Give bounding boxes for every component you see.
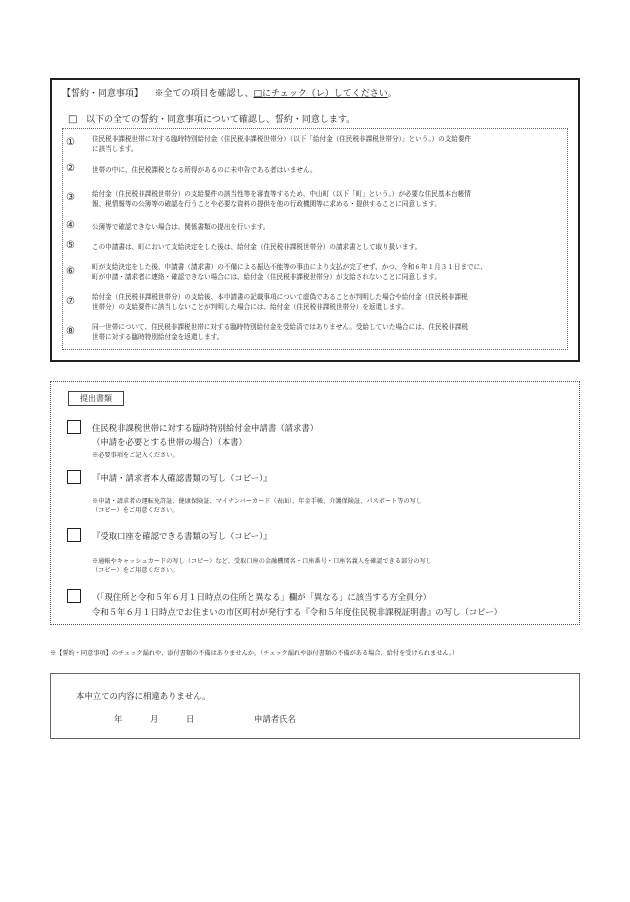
pledge-header-period: 。 <box>387 89 397 99</box>
doc1-note: ※必要事項をご記入ください。 <box>92 452 179 459</box>
doc3-title: 『受取口座を確認できる書類の写し（コピー）』 <box>92 531 272 541</box>
pledge-header-instruction-underlined: □にチェック（レ）してください <box>253 89 388 99</box>
doc1-checkbox[interactable] <box>67 420 81 434</box>
doc4-condition: （「現住所と令和５年６月１日時点の住所と異なる」欄が「異なる」に該当する方全員分） <box>92 592 432 602</box>
consent-text: 以下の全ての誓約・同意事項について確認し、誓約・同意します。 <box>86 115 356 125</box>
pledge-item-text: 公簿等で確認できない場合は、関係書類の提出を行います。 <box>92 223 270 231</box>
confirmation-section <box>50 673 580 739</box>
pledge-item-text: 給付金（住民税非課税世帯分）の支給要件の該当性等を審査等するため、中山町（以下「町」という。）が必要な住民基本台帳情 報、税情報等の公簿等の確認を行うことや必要な資料の提供を他の行政機関等に求める・提供することに同意します。 <box>92 190 471 208</box>
doc2-note: ※申請・請求者の運転免許証、健康保険証、マイナンバーカード（表面）、年金手帳、介護保険証、パスポート等の写し （コピー）をご用意ください。 <box>92 498 423 514</box>
pledge-item-text: 世帯の中に、住民税課税となる所得があるのに未申告である者はいません。 <box>92 166 317 174</box>
doc2-checkbox[interactable] <box>67 470 81 484</box>
pledge-header <box>62 86 397 99</box>
pledge-item-number: ⑧ <box>66 326 75 337</box>
doc4-checkbox[interactable] <box>67 589 81 603</box>
day-label: 日 <box>186 714 195 724</box>
doc1-title: 住民税非課税世帯に対する臨時特別給付金申請書（請求書） <box>92 423 319 433</box>
pledge-item-number: ⑦ <box>66 296 75 307</box>
pledge-item-text: 給付金（住民税非課税世帯分）の支給後、本申請書の記載事項について虚偽であることが判明した場合や給付金（住民税非課税 世帯分）の支給要件に該当しないことが判明した場合には、給付金（住民税非課税世帯分）を返還します。 <box>92 293 468 311</box>
pledge-item-text: 住民税非課税世帯に対する臨時特別給付金（住民税非課税世帯分）（以下「給付金（住民税非課税世帯分）」という。）の支給要件 に該当します。 <box>92 135 472 153</box>
confirmation-statement: 本申立ての内容に相違ありません。 <box>76 691 211 701</box>
pledge-item-number: ③ <box>66 192 75 203</box>
month-label: 月 <box>150 714 159 724</box>
consent-row <box>68 112 355 125</box>
pledge-item-text: 同一世帯について、住民税非課税世帯に対する臨時特別給付金を受給済ではありません。受給していた場合には、住民税非課税 世帯に対する臨時特別給付金を返還します。 <box>92 323 468 341</box>
pledge-item-number: ⑤ <box>66 240 75 251</box>
consent-checkbox[interactable]: □ <box>68 114 78 125</box>
doc3-note: ※通帳やキャッシュカードの写し（コピー）など、受取口座の金融機関名・口座番号・口座名義人を確認できる部分の写し （コピー）をご用意ください。 <box>92 558 432 574</box>
doc3-checkbox[interactable] <box>67 528 81 542</box>
pledge-header-label: 【誓約・同意事項】 <box>62 89 144 99</box>
pledge-item-number: ① <box>66 137 75 148</box>
year-label: 年 <box>114 714 123 724</box>
pledge-item-text: この申請書は、町において支給決定をした後は、給付金（住民税非課税世帯分）の請求書として取り扱います。 <box>92 243 422 251</box>
doc1-subtitle: （申請を必要とする世帯の場合）（本書） <box>92 437 247 447</box>
pledge-item-text: 町が支給決定をした後、申請書（請求書）の不備による振込不能等の事由により支払が完了せず、かつ、令和６年１月３１日までに、 町が申請・請求者に連絡・確認できない場合には、給付金（住民税非課税世帯分）が支給されないことに同意します。 <box>92 263 487 281</box>
applicant-name-label: 申請者氏名 <box>254 714 296 724</box>
documents-section-label: 提出書類 <box>68 391 124 406</box>
pledge-header-instruction: ※全ての項目を確認し、 <box>154 89 254 99</box>
pledge-items-box <box>62 128 568 350</box>
doc2-title: 『申請・請求者本人確認書類の写し（コピー）』 <box>92 473 272 483</box>
pledge-item-number: ④ <box>66 220 75 231</box>
checklist-footnote: ※【誓約・同意事項】のチェック漏れや、添付書類の不備はありませんか。（チェック漏れや添付書類の不備がある場合、給付を受けられません。） <box>50 650 459 657</box>
pledge-item-number: ② <box>66 163 75 174</box>
doc4-title: 令和５年６月１日時点でお住まいの市区町村が発行する『令和５年度住民税非課税証明書』の写し（コピー） <box>92 607 503 617</box>
pledge-item-number: ⑥ <box>66 266 75 277</box>
